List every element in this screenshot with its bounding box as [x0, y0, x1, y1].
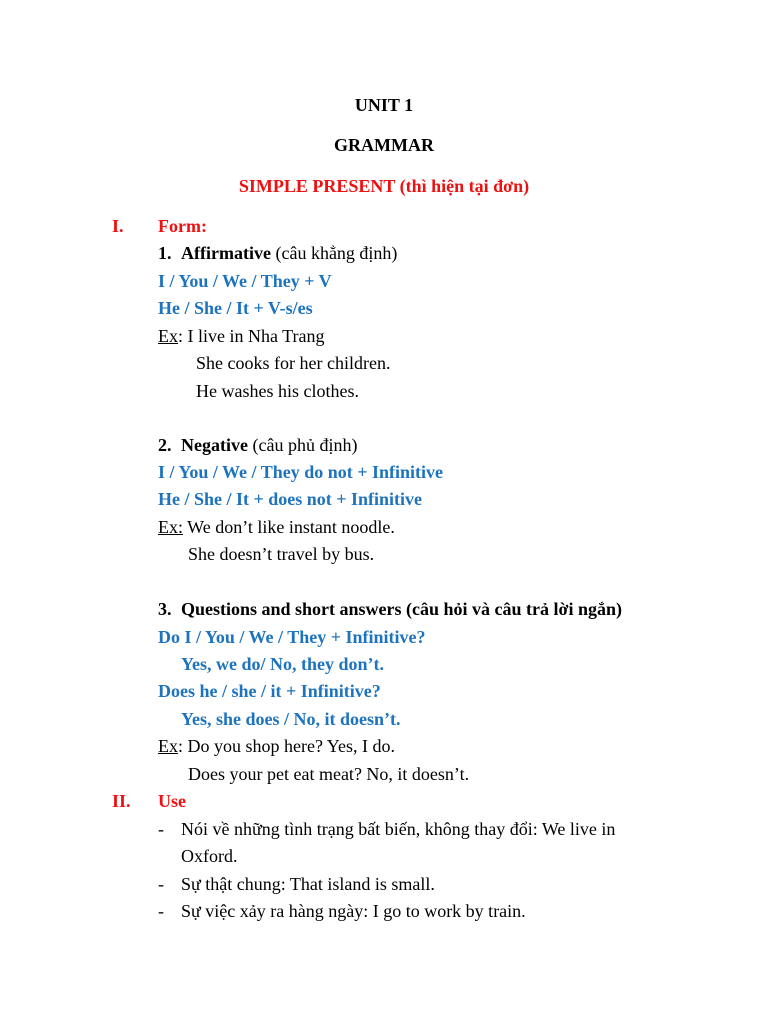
example-text: We don’t like instant noodle.: [183, 517, 395, 537]
question-example-1: [158, 735, 395, 757]
example-text: : Do you shop here? Yes, I do.: [178, 736, 395, 756]
example-label: Ex: [158, 326, 178, 346]
example-label: Ex:: [158, 517, 183, 537]
affirmative-example-3: He washes his clothes.: [196, 381, 359, 401]
question-rule-singular: Does he / she / it + Infinitive?: [158, 681, 381, 701]
subheading-number-negative: 2.: [158, 435, 172, 455]
question-example-2: Does your pet eat meat? No, it doesn’t.: [188, 764, 470, 784]
short-answer-singular: Yes, she does / No, it doesn’t.: [181, 709, 401, 729]
section-heading-form: Form:: [158, 216, 207, 236]
negative-rule-singular: He / She / It + does not + Infinitive: [158, 489, 423, 509]
grammar-title: GRAMMAR: [334, 135, 434, 155]
use-item-2: Sự thật chung: That island is small.: [181, 874, 435, 894]
topic-title: SIMPLE PRESENT (thì hiện tại đơn): [238, 176, 530, 196]
use-item-1-continued: Oxford.: [181, 846, 238, 866]
affirmative-note: (câu khẳng định): [270, 243, 398, 263]
negative-rule-plural: I / You / We / They do not + Infinitive: [158, 462, 443, 482]
negative-note: (câu phủ định): [247, 435, 358, 455]
example-text: : I live in Nha Trang: [178, 326, 325, 346]
affirmative-rule-singular: He / She / It + V-s/es: [158, 298, 313, 318]
bullet-dash: -: [158, 901, 164, 921]
negative-example-2: She doesn’t travel by bus.: [188, 544, 375, 564]
subheading-number-questions: 3.: [158, 599, 172, 619]
subheading-negative: [181, 434, 357, 456]
bullet-dash: -: [158, 819, 164, 839]
section-heading-use: Use: [158, 791, 186, 811]
affirmative-rule-plural: I / You / We / They + V: [158, 271, 332, 291]
example-label: Ex: [158, 736, 178, 756]
subheading-number-affirmative: 1.: [158, 243, 172, 263]
section-numeral-use: II.: [112, 791, 131, 811]
use-item-3: Sự việc xảy ra hàng ngày: I go to work by train.: [181, 901, 526, 921]
use-item-1: Nói về những tình trạng bất biến, không thay đổi: We live in: [181, 819, 616, 839]
section-numeral-form: I.: [112, 216, 124, 236]
question-rule-plural: Do I / You / We / They + Infinitive?: [158, 627, 426, 647]
unit-title: UNIT 1: [354, 95, 414, 115]
bullet-dash: -: [158, 874, 164, 894]
affirmative-example-1: [158, 325, 325, 347]
affirmative-example-2: She cooks for her children.: [196, 353, 391, 373]
short-answer-plural: Yes, we do/ No, they don’t.: [181, 654, 385, 674]
subheading-affirmative: [181, 242, 397, 264]
negative-title: Negative: [181, 435, 248, 455]
subheading-questions: Questions and short answers (câu hỏi và câu trả lời ngắn): [181, 599, 623, 619]
affirmative-title: Affirmative: [181, 243, 271, 263]
negative-example-1: [158, 516, 395, 538]
